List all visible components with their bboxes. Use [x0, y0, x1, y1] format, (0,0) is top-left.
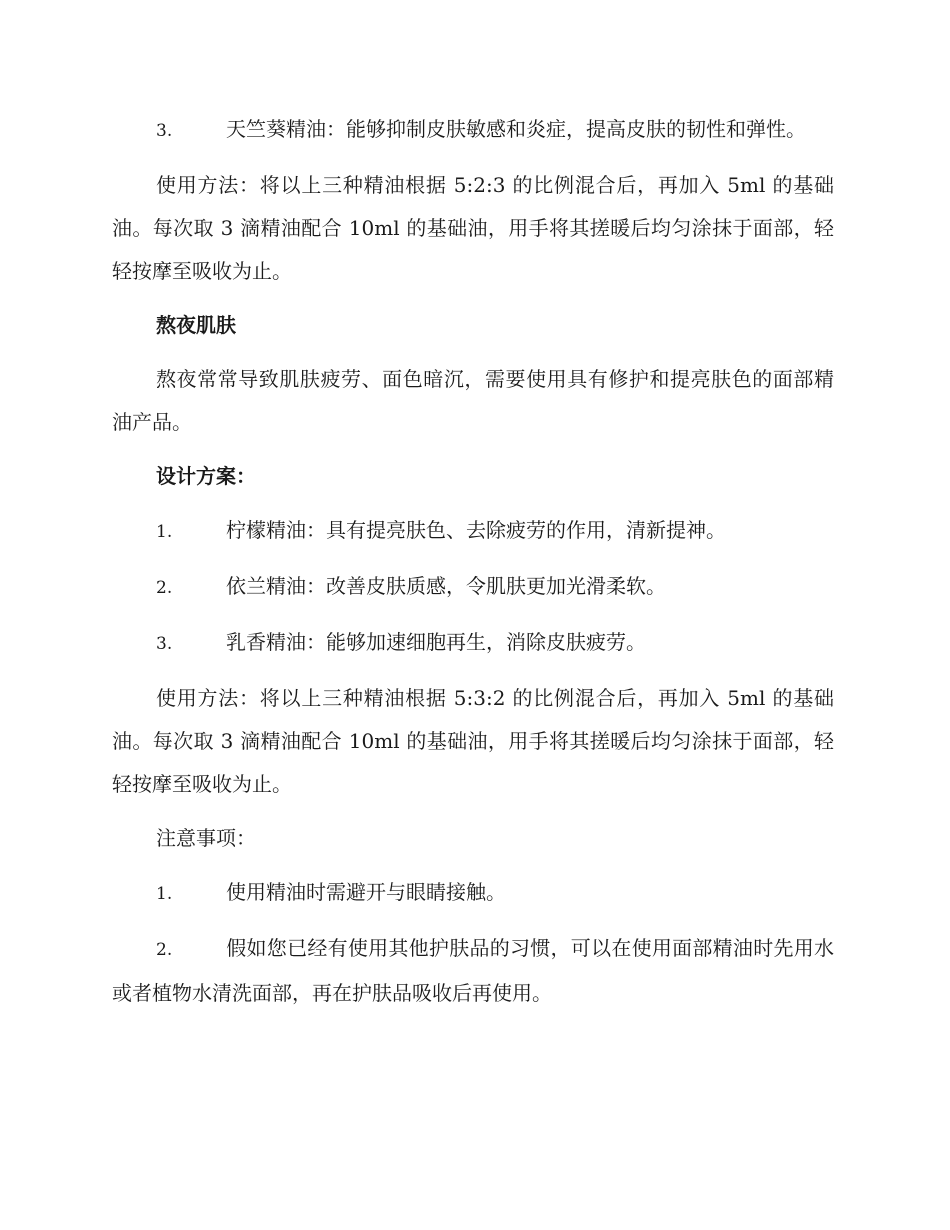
list-item-ylang: [112, 565, 834, 610]
list-item-note-1: [112, 871, 834, 916]
list-number: 2.: [156, 578, 173, 598]
list-number: 2.: [156, 940, 173, 960]
usage-paragraph-1: 使用方法：将以上三种精油根据 5:2:3 的比例混合后，再加入 5ml 的基础油。每次取 3 滴精油配合 10ml 的基础油，用手将其搓暖后均匀涂抹于面部，轻轻按摩至吸收为止。: [112, 173, 834, 283]
list-text: 假如您已经有使用其他护肤品的习惯，可以在使用面部精油时先用水或者植物水清洗面部，再在护肤品吸收后再使用。: [112, 936, 834, 1005]
list-text: 乳香精油：能够加速细胞再生，消除皮肤疲劳。: [226, 630, 646, 654]
document-page: [112, 108, 834, 1026]
list-text: 使用精油时需避开与眼睛接触。: [226, 880, 506, 904]
list-number: 1.: [156, 884, 173, 904]
list-text: 依兰精油：改善皮肤质感，令肌肤更加光滑柔软。: [226, 574, 666, 598]
list-item-note-2: [112, 927, 834, 1015]
list-number: 3.: [156, 634, 173, 654]
list-text: 柠檬精油：具有提亮肤色、去除疲劳的作用，清新提神。: [226, 518, 726, 542]
list-number: 1.: [156, 522, 173, 542]
design-plan-heading: 设计方案：: [156, 464, 256, 488]
intro-paragraph: 熬夜常常导致肌肤疲劳、面色暗沉，需要使用具有修护和提亮肤色的面部精油产品。: [112, 367, 834, 434]
usage-paragraph-2: 使用方法：将以上三种精油根据 5:3:2 的比例混合后，再加入 5ml 的基础油。每次取 3 滴精油配合 10ml 的基础油，用手将其搓暖后均匀涂抹于面部，轻轻按摩至吸收为止。: [112, 686, 834, 796]
list-text: 天竺葵精油：能够抑制皮肤敏感和炎症，提高皮肤的韧性和弹性。: [226, 117, 806, 141]
list-item-lemon: [112, 509, 834, 554]
notes-heading: 注意事项：: [156, 826, 256, 850]
list-item-frankincense: [112, 621, 834, 666]
list-number: 3.: [156, 121, 173, 141]
list-item-geranium: [112, 108, 834, 153]
section-heading-late-night-skin: 熬夜肌肤: [156, 313, 236, 337]
